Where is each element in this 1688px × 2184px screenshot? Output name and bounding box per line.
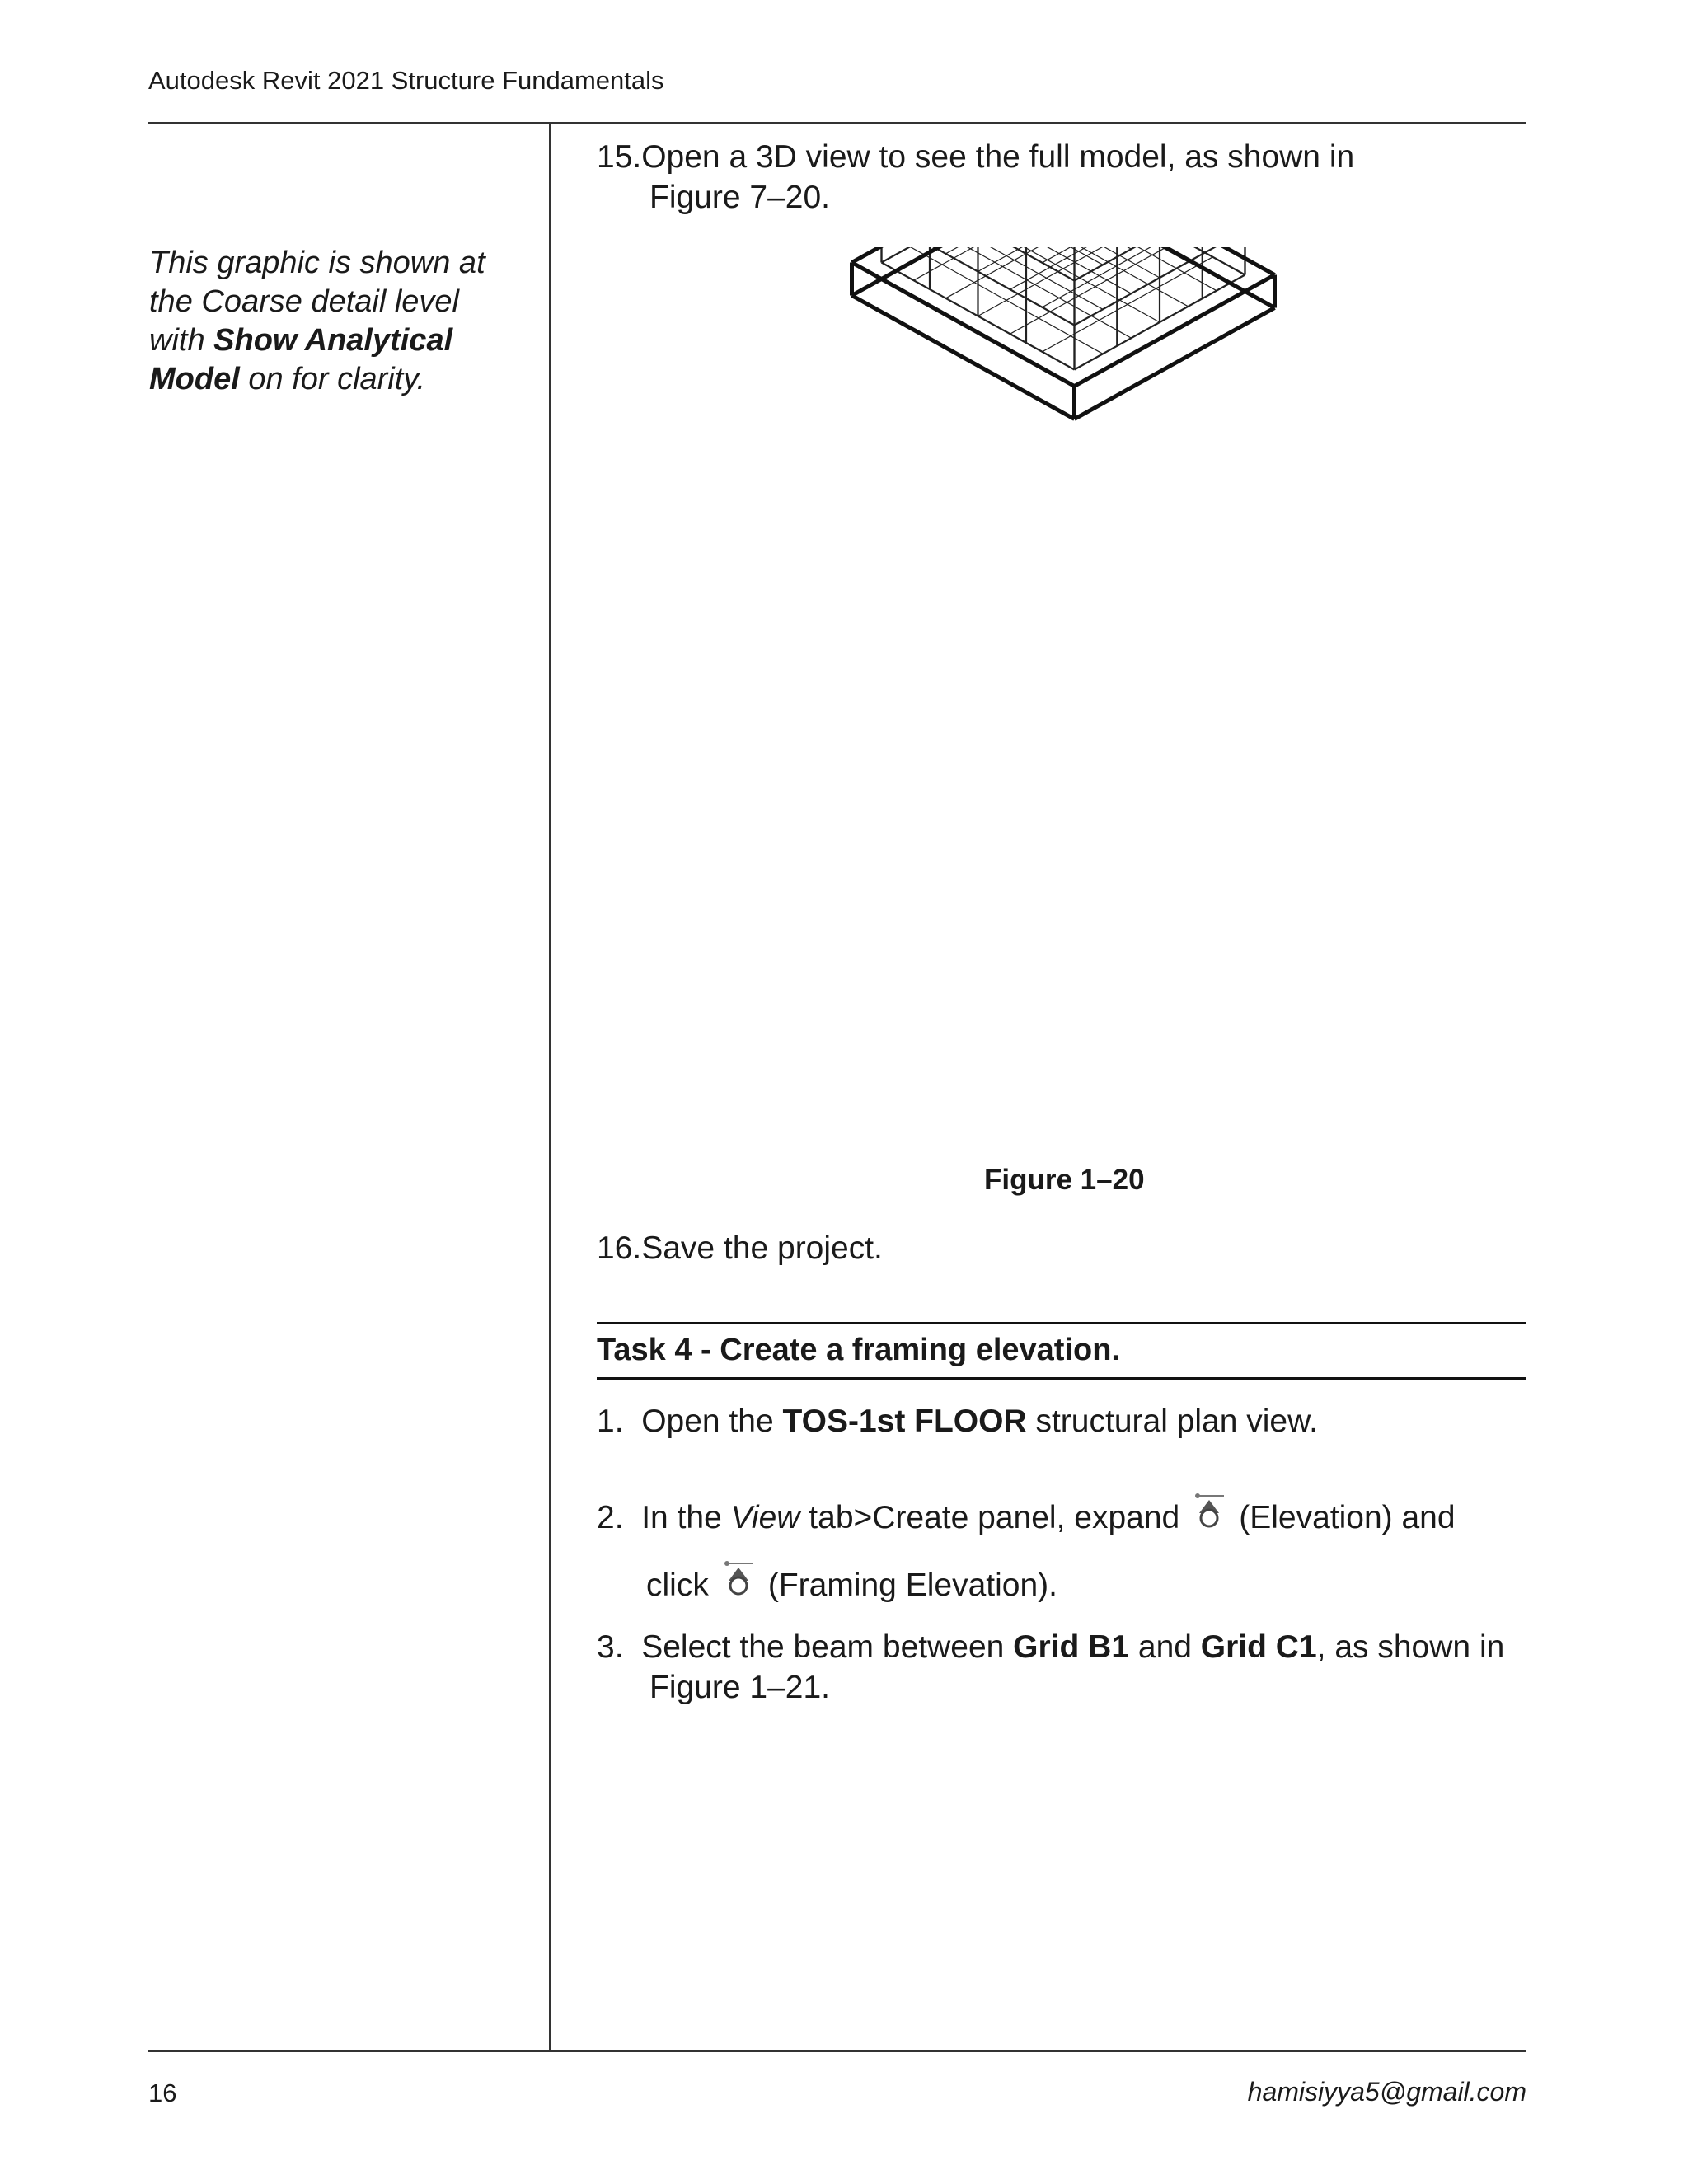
- step-text: click: [646, 1568, 709, 1603]
- running-header: Autodesk Revit 2021 Structure Fundamentals: [148, 66, 664, 95]
- elevation-icon: [1191, 1492, 1227, 1528]
- 3d-structural-model-figure: [767, 247, 1360, 1154]
- step-text-mid: and: [1129, 1629, 1201, 1665]
- column-divider: [549, 122, 551, 2050]
- task-title: Task 4 - Create a framing elevation.: [597, 1333, 1120, 1367]
- step-1: [597, 1401, 1318, 1441]
- step-15: [597, 137, 1354, 218]
- page-number: 16: [148, 2079, 177, 2107]
- step-number: 15.: [597, 139, 642, 175]
- step-text: Select the beam between: [641, 1629, 1014, 1665]
- figure-caption: Figure 1–20: [984, 1164, 1145, 1196]
- step-number: 16.: [597, 1230, 642, 1266]
- task-heading: [597, 1322, 1526, 1380]
- side-note-text-end: on for clarity.: [239, 362, 426, 396]
- step-text-after-icon: (Elevation) and: [1239, 1500, 1456, 1535]
- step-number: 2.: [597, 1500, 624, 1535]
- step-text: Open a 3D view to see the full model, as shown in: [641, 139, 1355, 175]
- step-bold-1: Grid B1: [1013, 1629, 1130, 1665]
- step-text-end: , as shown in: [1316, 1629, 1505, 1665]
- step-number: 3.: [597, 1629, 624, 1665]
- footer-divider: [148, 2050, 1526, 2052]
- step-3: [597, 1627, 1504, 1708]
- step-text-continued: Figure 1–21.: [649, 1670, 830, 1705]
- step-text-continued: Figure 7–20.: [649, 180, 830, 215]
- step-text: In the: [641, 1500, 731, 1535]
- step-italic: View: [730, 1500, 800, 1535]
- framing-elevation-icon: [720, 1559, 757, 1596]
- step-2: [597, 1492, 1456, 1538]
- side-note: [149, 244, 512, 399]
- step-text-after-icon: (Framing Elevation).: [767, 1568, 1057, 1603]
- header-divider: [148, 122, 1526, 124]
- footer-email: hamisiyya5@gmail.com: [1247, 2077, 1526, 2107]
- step-16: [597, 1228, 883, 1268]
- step-text-mid: tab>Create panel, expand: [799, 1500, 1180, 1535]
- step-number: 1.: [597, 1404, 624, 1439]
- step-bold: TOS-1st FLOOR: [782, 1404, 1027, 1439]
- step-text-end: structural plan view.: [1026, 1404, 1318, 1439]
- side-note-bold: Show Analytical Model: [149, 323, 453, 396]
- step-text: Save the project.: [641, 1230, 883, 1266]
- step-bold-2: Grid C1: [1200, 1629, 1317, 1665]
- side-note-text: This graphic is shown at the Coarse detail level with: [149, 246, 485, 358]
- step-2-continued: [646, 1559, 1057, 1605]
- step-text: Open the: [641, 1404, 783, 1439]
